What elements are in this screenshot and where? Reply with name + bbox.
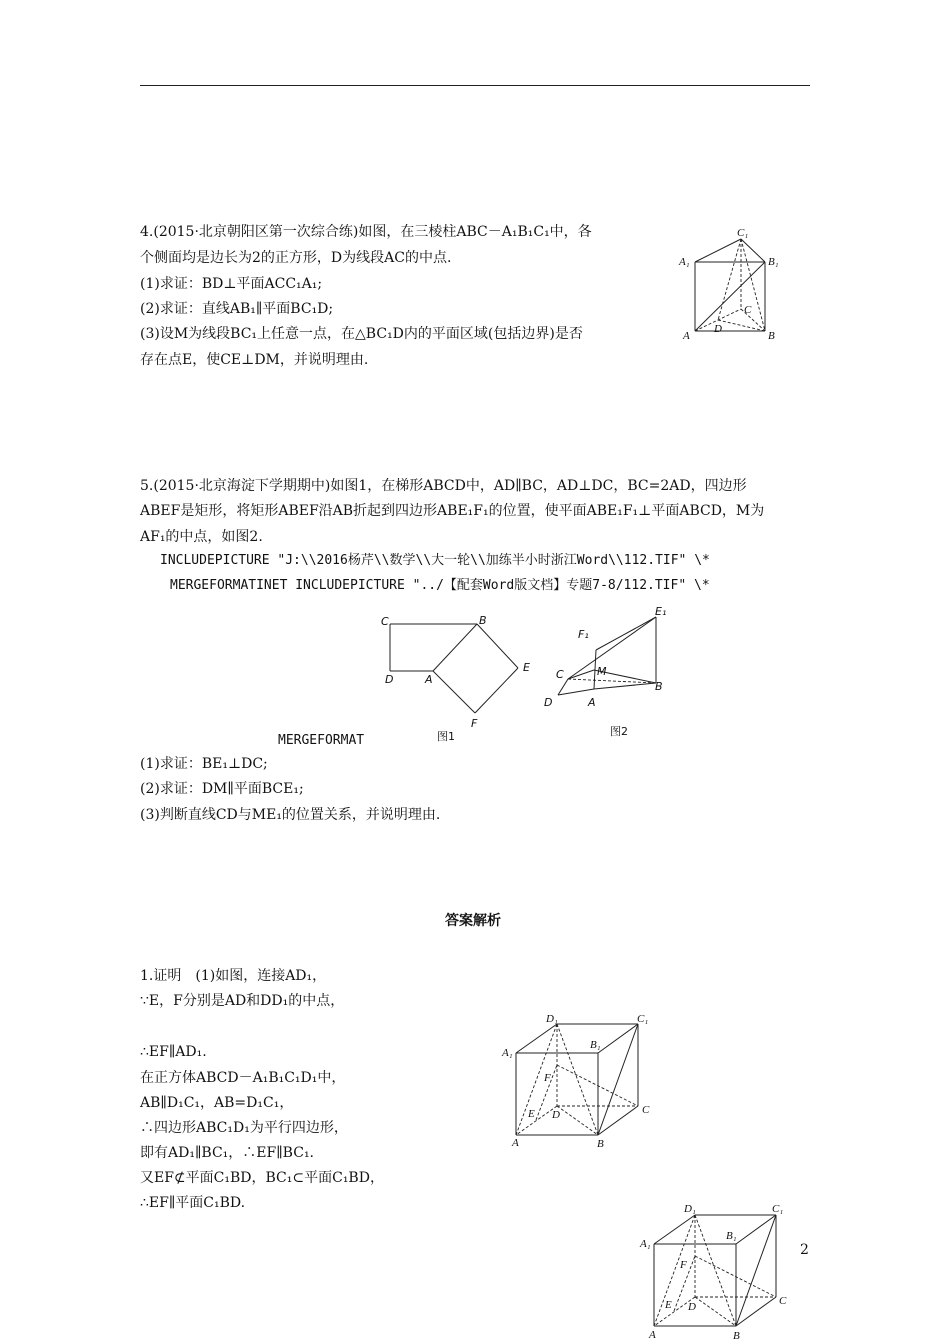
fig1-label-b: B <box>479 614 487 627</box>
fig2-label-b: B <box>655 680 663 693</box>
cube1-label-d: D <box>552 1109 560 1121</box>
cube1-label-c1: C₁ <box>637 1013 649 1025</box>
cube2-label-a1: A₁ <box>640 1238 651 1250</box>
prism-label-c1: C₁ <box>737 227 749 239</box>
answer-line-4: 在正方体ABCD－A₁B₁C₁D₁中， <box>140 1070 346 1086</box>
answer-line-5: AB∥D₁C₁，AB=D₁C₁， <box>140 1095 294 1111</box>
cube2-label-c: C <box>779 1295 787 1307</box>
answer-section-title: 答案解析 <box>445 913 501 929</box>
merge-format-label: MERGEFORMAT <box>278 733 365 748</box>
prism-label-b: B <box>768 330 775 342</box>
problem4-line-4: (2)求证：直线AB₁∥平面BC₁D; <box>140 301 334 317</box>
fig1-label-e: E <box>523 661 530 674</box>
cube2-label-a: A <box>649 1329 656 1341</box>
cube1-label-b1: B₁ <box>590 1039 601 1051</box>
problem4-line-5: (3)设M为线段BC₁上任意一点，在△BC₁D内的平面区域(包括边界)是否 <box>140 326 583 342</box>
cube2-label-d1: D₁ <box>684 1203 696 1215</box>
fig1-label-d: D <box>385 673 394 686</box>
header-rule <box>140 85 810 86</box>
problem4-line-3: (1)求证：BD⊥平面ACC₁A₁; <box>140 276 323 292</box>
fig2-label-a: A <box>588 696 596 709</box>
cube-figure-1 <box>500 1010 660 1150</box>
cube2-label-e: E <box>665 1299 672 1311</box>
answer-line-7: 即有AD₁∥BC₁，∴EF∥BC₁. <box>140 1145 315 1161</box>
cube2-label-d: D <box>688 1301 696 1313</box>
folded-figure <box>540 605 675 745</box>
cube2-label-b1: B₁ <box>726 1230 737 1242</box>
fig1-label-f: F <box>471 717 478 730</box>
trapezoid-figure <box>375 610 545 745</box>
cube2-label-c1: C₁ <box>772 1203 784 1215</box>
cube2-label-f: F <box>680 1259 687 1271</box>
fig1-label-c: C <box>381 615 389 628</box>
answer-line-9: ∴EF∥平面C₁BD. <box>140 1195 246 1211</box>
problem4-line-6: 存在点E，使CE⊥DM，并说明理由. <box>140 352 369 368</box>
problem5-question-3: (3)判断直线CD与ME₁的位置关系，并说明理由. <box>140 807 441 823</box>
cube2-label-b: B <box>733 1330 740 1342</box>
fig2-label-m: M <box>597 665 607 678</box>
prism-label-c: C <box>744 304 752 316</box>
page-number: 2 <box>800 1242 809 1258</box>
problem5-line-1: 5.(2015·北京海淀下学期期中)如图1，在梯形ABCD中，AD∥BC，AD⊥DC，BC=2AD，四边形 <box>140 478 747 494</box>
fig1-caption: 图1 <box>437 730 455 743</box>
fig1-label-a: A <box>425 673 433 686</box>
answer-line-6: ∴四边形ABC₁D₁为平行四边形， <box>140 1120 348 1136</box>
answer-line-1: 1.证明 (1)如图，连接AD₁， <box>140 968 327 984</box>
cube1-label-b: B <box>597 1138 604 1150</box>
cube-figure-2 <box>638 1200 798 1344</box>
problem4-line-1: 4.(2015·北京朝阳区第一次综合练)如图，在三棱柱ABC－A₁B₁C₁中，各 <box>140 224 592 240</box>
cube1-label-e: E <box>528 1108 535 1120</box>
fig2-label-c: C <box>556 668 564 681</box>
cube1-label-a1: A₁ <box>502 1047 513 1059</box>
problem5-question-2: (2)求证：DM∥平面BCE₁; <box>140 781 304 797</box>
field-code-line-1: INCLUDEPICTURE "J:\\2016杨芹\\数学\\大一轮\\加练半小时浙江Word\\112.TIF" \* <box>160 553 710 568</box>
problem5-question-1: (1)求证：BE₁⊥DC; <box>140 756 268 772</box>
prism-label-b1: B₁ <box>768 256 779 268</box>
fig2-label-d: D <box>544 696 553 709</box>
prism-figure <box>675 225 785 345</box>
fig2-label-e1: E₁ <box>655 605 667 618</box>
prism-label-a1: A₁ <box>679 256 690 268</box>
answer-line-8: 又EF⊄平面C₁BD，BC₁⊂平面C₁BD， <box>140 1170 384 1186</box>
problem5-line-3: AF₁的中点，如图2. <box>140 529 263 545</box>
problem4-line-2: 个侧面均是边长为2的正方形，D为线段AC的中点. <box>140 250 452 266</box>
fig2-caption: 图2 <box>610 725 628 738</box>
prism-label-a: A <box>683 330 690 342</box>
prism-label-d: D <box>714 323 722 335</box>
answer-line-2: ∵E，F分别是AD和DD₁的中点， <box>140 993 345 1009</box>
fig2-label-f1: F₁ <box>578 628 589 641</box>
cube1-label-d1: D₁ <box>546 1013 558 1025</box>
problem5-line-2: ABEF是矩形，将矩形ABEF沿AB折起到四边形ABE₁F₁的位置，使平面ABE₁F₁⊥平面ABCD，M为 <box>140 503 765 519</box>
cube1-label-f: F <box>544 1072 551 1084</box>
cube1-label-c: C <box>642 1104 650 1116</box>
answer-line-3: ∴EF∥AD₁. <box>140 1044 207 1060</box>
cube1-label-a: A <box>512 1137 519 1149</box>
field-code-line-2: MERGEFORMATINET INCLUDEPICTURE "../【配套Word版文档】专题7-8/112.TIF" \* <box>170 578 710 593</box>
